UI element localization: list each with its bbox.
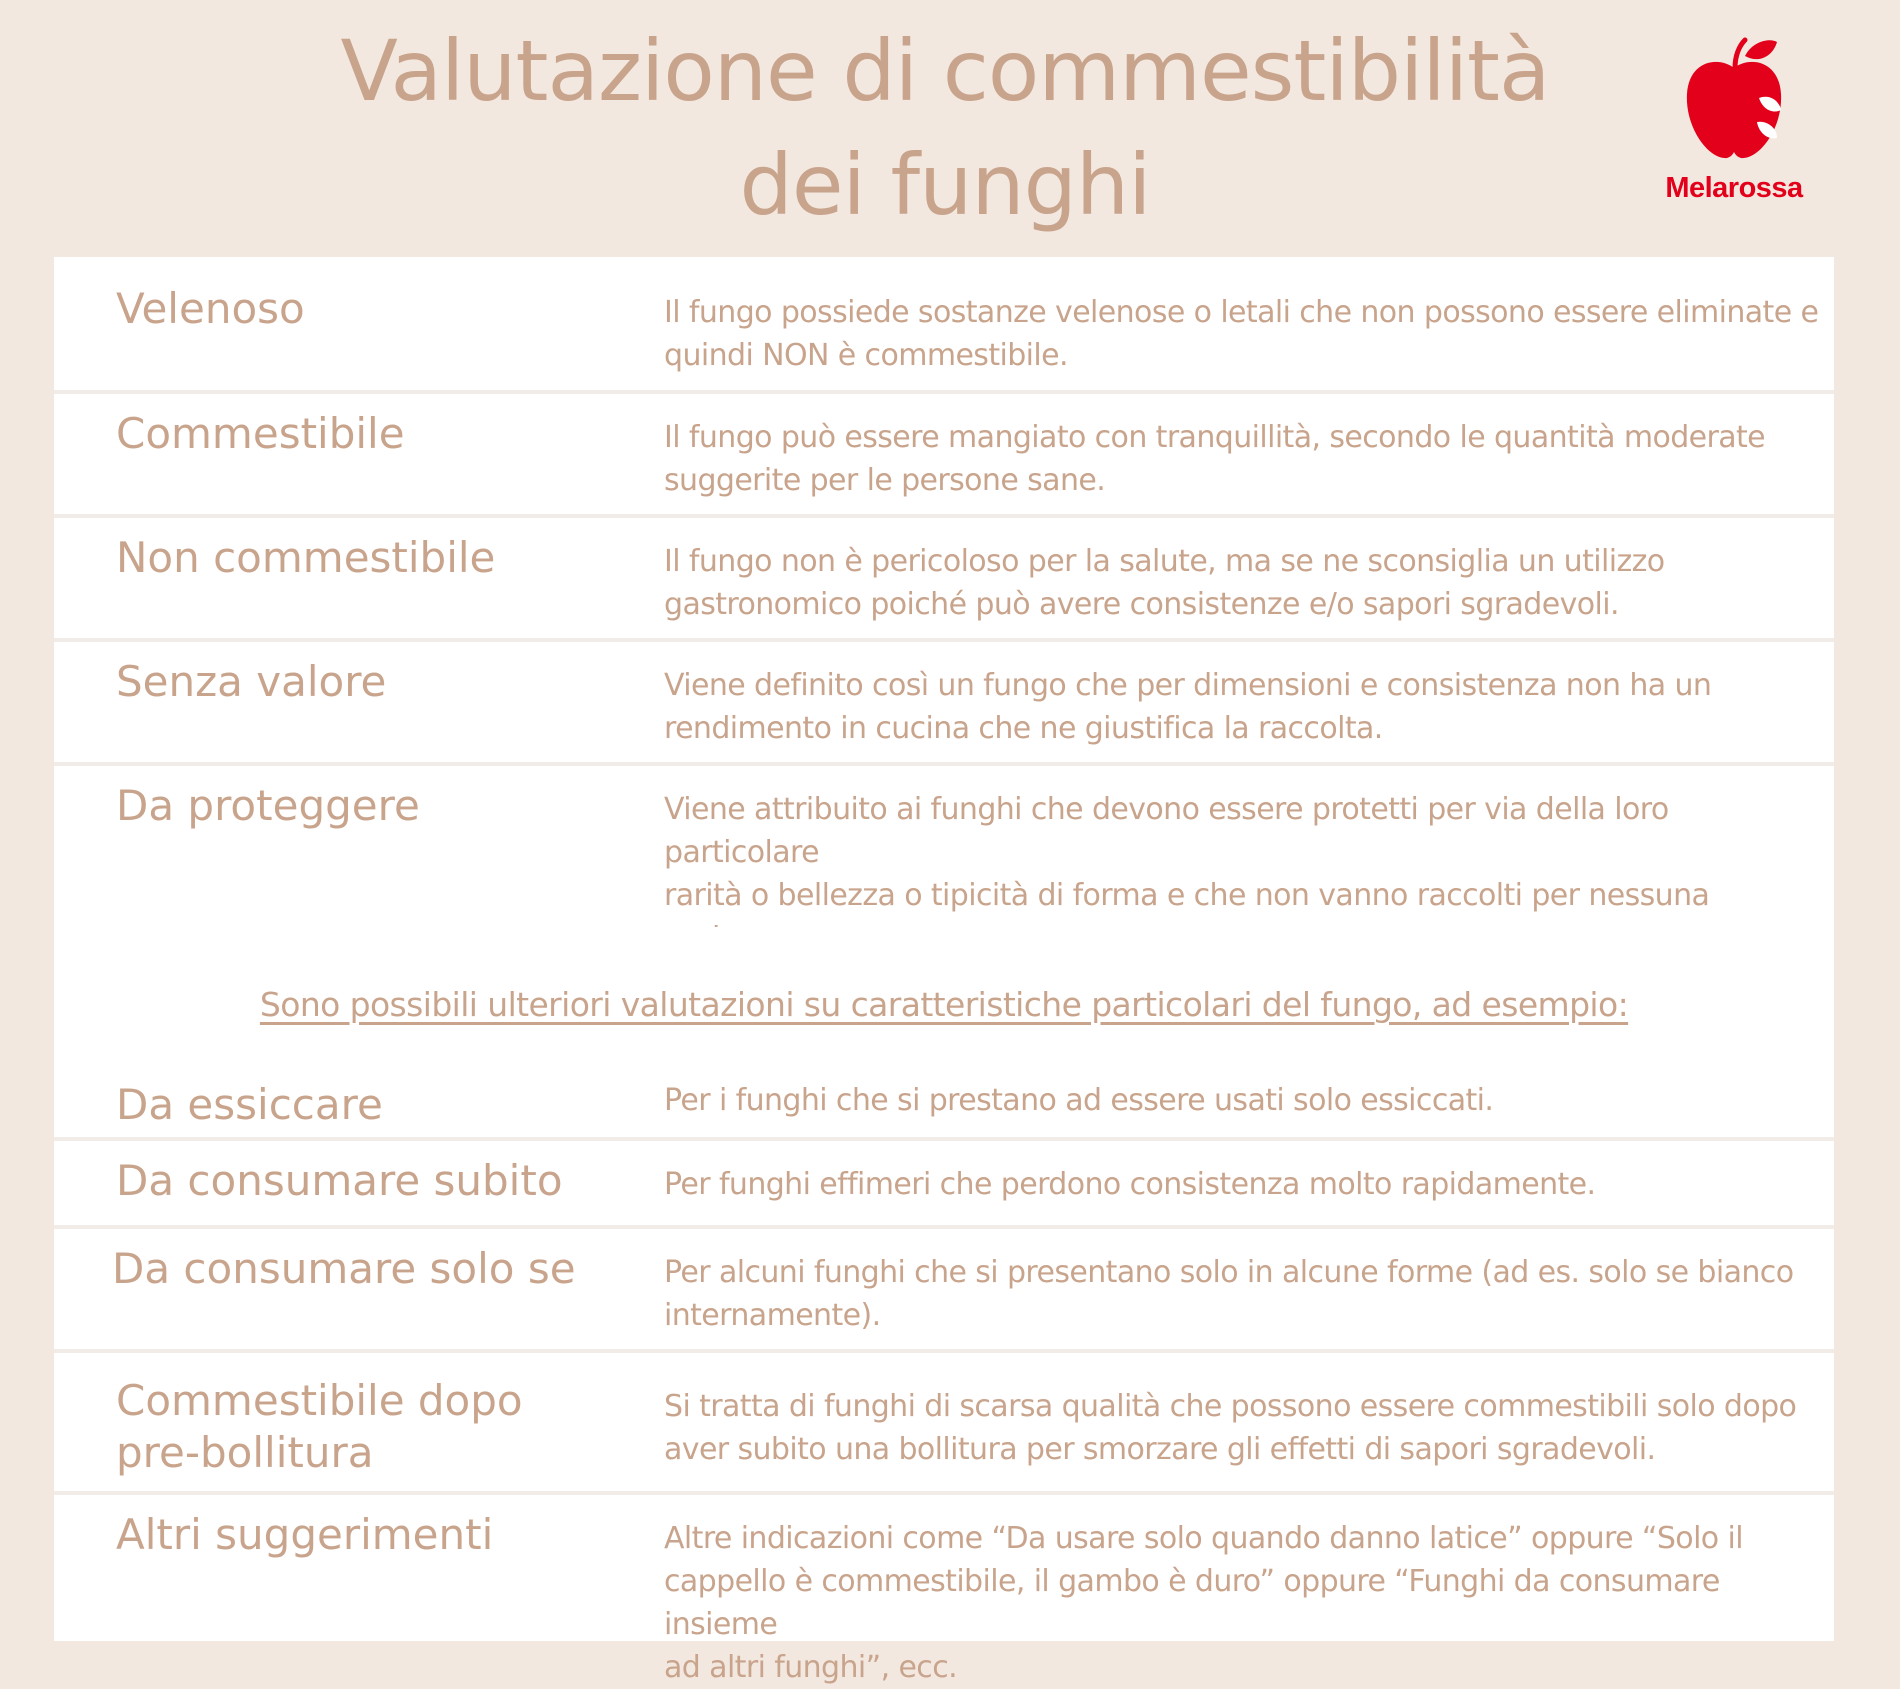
- table-row: [54, 1353, 1834, 1491]
- description-line: Il fungo non è pericoloso per la salute, ma se ne sconsiglia un utilizzo: [664, 544, 1665, 579]
- table-row: [54, 642, 1834, 762]
- row-description: [664, 664, 1824, 750]
- row-label: Da consumare solo se: [112, 1244, 576, 1293]
- table-row: [54, 1059, 1834, 1137]
- table-row: [54, 1141, 1834, 1225]
- description-line: gastronomico poiché può avere consistenze e/o sapori sgradevoli.: [664, 587, 1619, 622]
- row-description: [664, 416, 1824, 502]
- note-block: [54, 927, 1834, 1059]
- description-line: rendimento in cucina che ne giustifica la raccolta.: [664, 711, 1383, 746]
- table-row: [54, 1495, 1834, 1685]
- description-line: Il fungo possiede sostanze velenose o letali che non possono essere eliminate e: [664, 295, 1819, 330]
- row-label: Velenoso: [116, 284, 305, 333]
- row-description: [664, 1385, 1824, 1471]
- row-label: Da proteggere: [116, 781, 420, 830]
- description-line: Per i funghi che si prestano ad essere usati solo essiccati.: [664, 1083, 1494, 1118]
- label-line: Commestibile dopo: [116, 1376, 523, 1425]
- title-line-2: dei funghi: [739, 136, 1151, 234]
- row-description: [664, 1517, 1824, 1689]
- row-description: [664, 1251, 1824, 1337]
- apple-icon: [1679, 36, 1789, 166]
- row-label: [116, 1375, 523, 1479]
- table-row: [54, 1229, 1834, 1349]
- description-line: suggerite per le persone sane.: [664, 463, 1106, 498]
- table-row: [54, 766, 1834, 927]
- description-line: Per alcuni funghi che si presentano solo in alcune forme (ad es. solo se bianco: [664, 1255, 1794, 1290]
- description-line: Altre indicazioni come “Da usare solo quando danno latice” oppure “Solo il: [664, 1521, 1743, 1556]
- brand-logo: [1644, 36, 1824, 216]
- description-line: aver subito una bollitura per smorzare gli effetti di sapori sgradevoli.: [664, 1432, 1656, 1467]
- row-description: [664, 1163, 1824, 1206]
- brand-name: Melarossa: [1665, 172, 1803, 204]
- description-line: Per funghi effimeri che perdono consistenza molto rapidamente.: [664, 1167, 1596, 1202]
- row-description: [664, 540, 1824, 626]
- row-label: Da essiccare: [116, 1080, 383, 1129]
- table-row: [54, 518, 1834, 638]
- row-description: [664, 1079, 1824, 1122]
- description-line: Il fungo può essere mangiato con tranquillità, secondo le quantità moderate: [664, 420, 1766, 455]
- row-label: Da consumare subito: [116, 1156, 563, 1205]
- description-line: internamente).: [664, 1298, 881, 1333]
- title-line-1: Valutazione di commestibilità: [340, 22, 1550, 120]
- description-line: Viene definito così un fungo che per dimensioni e consistenza non ha un: [664, 668, 1712, 703]
- table-row: [54, 257, 1834, 390]
- label-line: pre-bollitura: [116, 1428, 374, 1477]
- description-line: Viene attribuito ai funghi che devono essere protetti per via della loro particolare: [664, 792, 1669, 870]
- description-line: rarità o bellezza o tipicità di forma e che non vanno raccolti per nessuna: [664, 878, 1710, 913]
- description-line: cappello è commestibile, il gambo è duro” oppure “Funghi da consumare insieme: [664, 1564, 1720, 1642]
- row-label: Senza valore: [116, 657, 387, 706]
- note-text: Sono possibili ulteriori valutazioni su caratteristiche particolari del fungo, ad esempio:: [259, 985, 1629, 1024]
- table-row: [54, 394, 1834, 514]
- page-title: [0, 14, 1890, 242]
- description-line: Si tratta di funghi di scarsa qualità che possono essere commestibili solo dopo: [664, 1389, 1797, 1424]
- row-label: Non commestibile: [116, 533, 496, 582]
- row-label: Commestibile: [116, 409, 405, 458]
- description-line: ad altri funghi”, ecc.: [664, 1650, 958, 1685]
- row-label: Altri suggerimenti: [116, 1510, 494, 1559]
- description-line: quindi NON è commestibile.: [664, 338, 1068, 373]
- row-description: [664, 291, 1824, 377]
- ratings-table: [54, 257, 1834, 1685]
